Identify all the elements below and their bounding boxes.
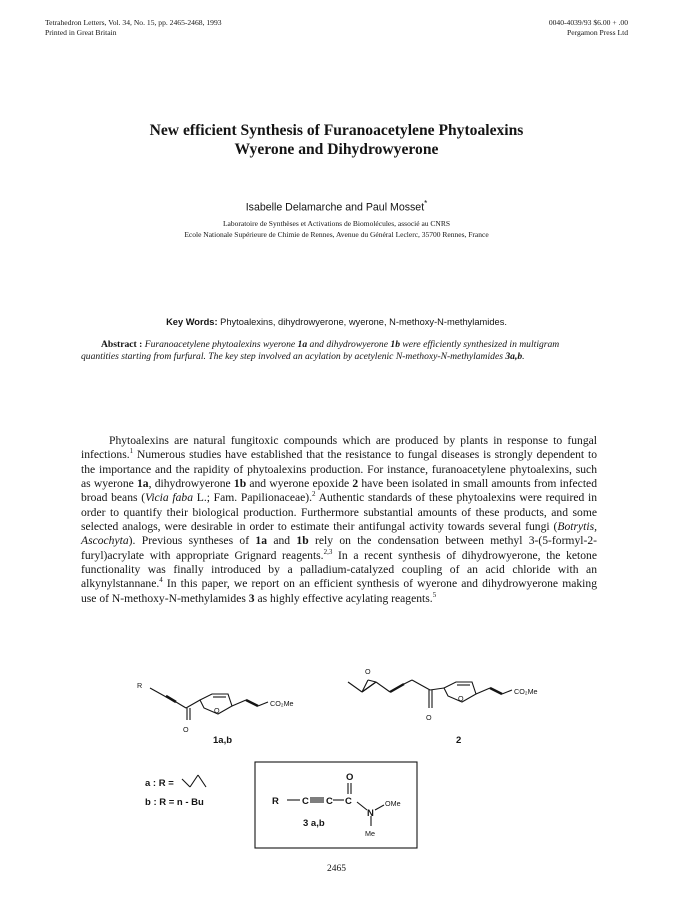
- label-ring-o-1: O: [214, 706, 220, 715]
- label-def-b: b : R = n - Bu: [145, 797, 204, 808]
- body-s9: and: [267, 534, 297, 548]
- affiliation-line-1: Laboratoire de Synthèses et Activations de Biomolécules, associé au CNRS: [222, 219, 451, 228]
- body-s7: Authentic standards of these phytoalexins were required in order to quantify their biological production. Furthermore substantial amounts of these products, and some selected analogs, were desirable in order to estimate their antifungal activity towards several fungi (: [81, 491, 598, 534]
- ref-2: 2: [312, 490, 316, 499]
- body-botrytis: Botrytis, Ascochyta: [81, 520, 597, 548]
- body-compound-3: 3: [248, 591, 255, 605]
- body-vicia-faba: Vicia faba: [145, 491, 194, 505]
- abstract-label: Abstract :: [101, 339, 143, 350]
- abstract-text-2: and dihydrowyerone: [309, 339, 388, 350]
- body-s10: rely on the condensation between methyl 3-(5-formyl-2-furyl)acrylate with appropriate Grignard reagents.: [81, 534, 597, 562]
- authors: [60, 199, 613, 214]
- publisher-info: [549, 18, 628, 38]
- body-s6: L.; Fam. Papilionaceae).: [193, 491, 313, 505]
- body-s1: Phytoalexins are natural fungitoxic compounds which are produced by plants in response to fungal infections.: [81, 434, 597, 462]
- body-s12: In this paper, we report on an efficient synthesis of wyerone and dihydrowyerone making use of N-methoxy-N-methylamides: [81, 577, 597, 605]
- body-s2: Numerous studies have established that the resistance to fungal diseases is strongly dependent to the importance and the rapidity of phytoalexins production. For instance, furanoacetylene phytoalexins, such as wyerone: [81, 448, 597, 491]
- paper-title: [60, 121, 613, 159]
- body-compound-1b-2: 1b: [296, 534, 309, 548]
- label-ring-o-2: O: [458, 694, 464, 703]
- page-number: 2465: [327, 864, 346, 874]
- title-line-2: Wyerone and Dihydrowyerone: [234, 141, 439, 158]
- title-line-1: New efficient Synthesis of Furanoacetylene Phytoalexins: [149, 122, 524, 139]
- abstract-text-3: were efficiently synthesized in multigram quantities starting from furfural. The key step involved an acylation by acetylenic N-methoxy-N-methylamides: [81, 339, 560, 362]
- printed-line: Printed in Great Britain: [45, 28, 117, 37]
- chemical-scheme: [0, 660, 673, 860]
- label-amide-c3: C: [345, 796, 352, 807]
- label-amide-ome: OMe: [385, 799, 401, 808]
- label-co2me-1: CO₂Me: [270, 699, 294, 708]
- structure-2: [348, 680, 512, 708]
- label-amide-c1: C: [302, 796, 309, 807]
- abstract-compound-1b: 1b: [390, 339, 400, 350]
- label-amide-r: R: [272, 796, 279, 807]
- abstract-text-4: .: [522, 350, 525, 362]
- abstract-compound-1a: 1a: [297, 339, 308, 350]
- body-s5: have been isolated in small amounts from infected broad beans (: [81, 477, 597, 505]
- body-compound-1b: 1b: [233, 477, 247, 491]
- label-amide-me: Me: [365, 829, 375, 838]
- label-def-a: a : R =: [145, 778, 174, 789]
- label-amide-o: O: [346, 772, 354, 783]
- body-paragraph: [81, 434, 597, 606]
- abstract: [81, 339, 596, 363]
- label-carbonyl-o-1: O: [183, 725, 189, 734]
- body-s11: In a recent synthesis of dihydrowyerone, the ketone functionality was finally introduced by a palladium-catalyzed coupling of an acid chloride with an alkynylstannane.: [81, 548, 597, 591]
- journal-line: Tetrahedron Letters, Vol. 34, No. 15, pp. 2465-2468, 1993: [45, 18, 222, 27]
- label-compound-2: 2: [456, 735, 462, 746]
- affiliation-line-2: Ecole Nationale Supérieure de Chimie de Rennes, Avenue du Général Leclerc, 35700 Rennes, France: [184, 229, 489, 239]
- keywords-label: Key Words:: [166, 317, 218, 327]
- body-compound-2: 2: [352, 477, 359, 491]
- label-amide-c2: C: [326, 796, 333, 807]
- journal-citation: [45, 18, 222, 38]
- body-s8: ). Previous syntheses of: [128, 534, 256, 548]
- label-epoxide-o: O: [365, 667, 371, 676]
- ref-5: 5: [432, 590, 437, 599]
- keywords-text: Phytoalexins, dihydrowyerone, wyerone, N-methoxy-N-methylamides.: [220, 317, 507, 327]
- corresponding-star: *: [424, 199, 428, 208]
- ref-2-3: 2,3: [323, 547, 333, 556]
- author-names: Isabelle Delamarche and Paul Mosset: [245, 201, 425, 214]
- label-amide-n: N: [367, 808, 374, 819]
- structure-1ab: [150, 688, 268, 720]
- publisher-line: Pergamon Press Ltd: [566, 28, 628, 37]
- body-s4: and wyerone epoxide: [246, 477, 353, 491]
- r-group-a-vinyl: [182, 775, 206, 787]
- label-co2me-2: CO₂Me: [514, 687, 538, 696]
- ref-4: 4: [159, 576, 163, 585]
- label-compound-3ab: 3 a,b: [303, 818, 325, 829]
- label-r: R: [137, 681, 143, 690]
- affiliation: [60, 219, 613, 240]
- ref-1: 1: [129, 447, 134, 456]
- body-compound-1a: 1a: [137, 477, 149, 491]
- abstract-compound-3ab: 3a,b: [505, 350, 523, 362]
- code-line: 0040-4039/93 $6.00 + .00: [548, 18, 628, 27]
- keywords: [60, 317, 613, 327]
- body-s3: , dihydrowyerone: [148, 477, 234, 491]
- abstract-text-1: Furanoacetylene phytoalexins wyerone: [144, 339, 296, 350]
- label-compound-1ab: 1a,b: [213, 735, 233, 746]
- body-compound-1a-2: 1a: [255, 534, 267, 548]
- label-carbonyl-o-2: O: [426, 713, 432, 722]
- body-s13: as highly effective acylating reagents.: [254, 591, 433, 605]
